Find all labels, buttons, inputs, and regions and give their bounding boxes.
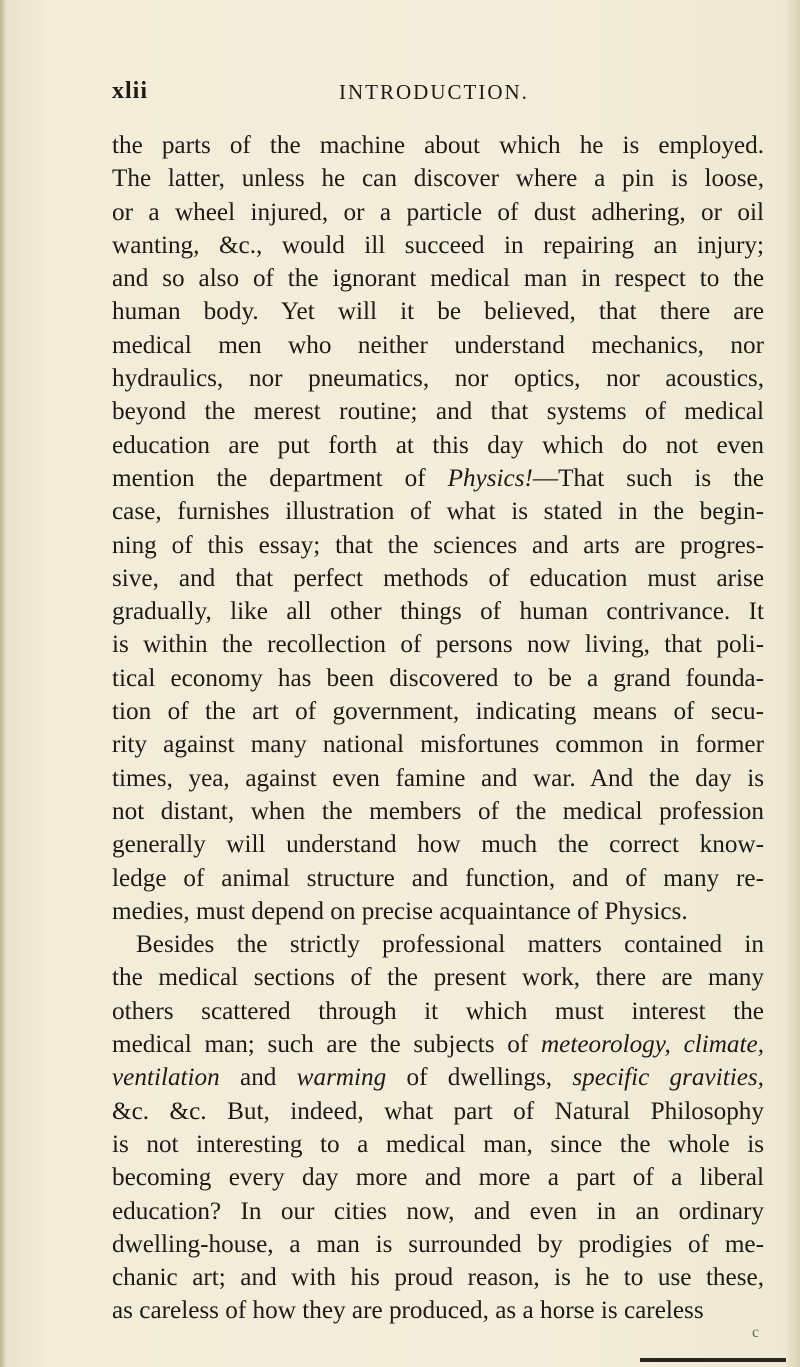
text-line: education? In our cities now, and even in an ordinary bbox=[112, 1197, 764, 1225]
italic-text: meteorology, climate, bbox=[540, 1031, 764, 1059]
text-line: The latter, unless he can discover where a pin is loose, bbox=[112, 165, 764, 193]
text-line: times, yea, against even famine and war. And the day is bbox=[112, 764, 764, 792]
text-line: generally will understand how much the correct know- bbox=[112, 831, 764, 859]
text-run: —That such is the bbox=[532, 464, 764, 492]
text-line: ledge of animal structure and function, and of many re- bbox=[112, 864, 764, 892]
text-line: gradually, like all other things of human contrivance. It bbox=[112, 598, 764, 626]
signature-mark: c bbox=[752, 1324, 760, 1341]
italic-text: warming bbox=[296, 1064, 387, 1092]
text-line: and so also of the ignorant medical man in respect to the bbox=[112, 265, 764, 293]
text-line: education are put forth at this day which do not even bbox=[112, 431, 764, 459]
text-line: others scattered through it which must interest the bbox=[112, 997, 764, 1025]
text-line: chanic art; and with his proud reason, is he to use these, bbox=[112, 1264, 764, 1292]
page-edge bbox=[786, 0, 800, 1367]
page-bottom-rule bbox=[640, 1358, 786, 1362]
text-line: beyond the merest routine; and that systems of medical bbox=[112, 398, 764, 426]
text-line: sive, and that perfect methods of education must arise bbox=[112, 564, 764, 592]
text-line: the parts of the machine about which he is employed. bbox=[112, 132, 764, 159]
page-gutter-shadow bbox=[0, 0, 6, 1367]
text-line: dwelling-house, a man is surrounded by prodigies of me- bbox=[112, 1230, 764, 1258]
text-line bbox=[112, 1061, 764, 1094]
text-line: not distant, when the members of the medical profession bbox=[112, 797, 764, 825]
text-line: wanting, &c., would ill succeed in repairing an injury; bbox=[112, 231, 764, 259]
text-line: medies, must depend on precise acquaintance of Physics. bbox=[112, 897, 688, 925]
text-line: is within the recollection of persons now living, that poli- bbox=[112, 631, 764, 659]
text-run: mention the department of bbox=[112, 464, 448, 492]
page-header bbox=[0, 78, 800, 108]
text-line bbox=[112, 462, 764, 495]
text-line: hydraulics, nor pneumatics, nor optics, nor acoustics, bbox=[112, 365, 764, 393]
running-head: INTRODUCTION. bbox=[339, 80, 529, 104]
text-line: tical economy has been discovered to be a grand founda- bbox=[112, 664, 764, 692]
text-run: medical man; such are the subjects of bbox=[112, 1031, 541, 1059]
italic-text: Physics! bbox=[447, 464, 533, 492]
text-line: as careless of how they are produced, as a horse is careless bbox=[112, 1297, 704, 1325]
italic-text: specific gravities, bbox=[572, 1064, 764, 1092]
text-line bbox=[112, 1028, 764, 1061]
text-line: human body. Yet will it be believed, that there are bbox=[112, 298, 764, 326]
text-line: the medical sections of the present work, there are many bbox=[112, 964, 764, 992]
text-line: medical men who neither understand mechanics, nor bbox=[112, 331, 764, 359]
text-line: or a wheel injured, or a particle of dust adhering, or oil bbox=[112, 198, 764, 226]
text-line: becoming every day more and more a part of a liberal bbox=[112, 1164, 764, 1192]
body-text bbox=[112, 129, 764, 1328]
text-line: is not interesting to a medical man, since the whole is bbox=[112, 1130, 764, 1158]
page-number: xlii bbox=[112, 78, 149, 104]
text-line: &c. &c. But, indeed, what part of Natural Philosophy bbox=[112, 1097, 764, 1125]
text-line: tion of the art of government, indicating means of secu- bbox=[112, 698, 764, 726]
text-line: Besides the strictly professional matters contained in bbox=[136, 931, 764, 959]
text-run: and bbox=[219, 1064, 297, 1092]
text-line: case, furnishes illustration of what is stated in the begin- bbox=[112, 498, 764, 526]
text-line: rity against many national misfortunes common in former bbox=[112, 731, 764, 759]
text-run: of dwellings, bbox=[386, 1064, 573, 1092]
italic-text: ventilation bbox=[112, 1064, 220, 1092]
text-line: ning of this essay; that the sciences and arts are progres- bbox=[112, 531, 764, 559]
